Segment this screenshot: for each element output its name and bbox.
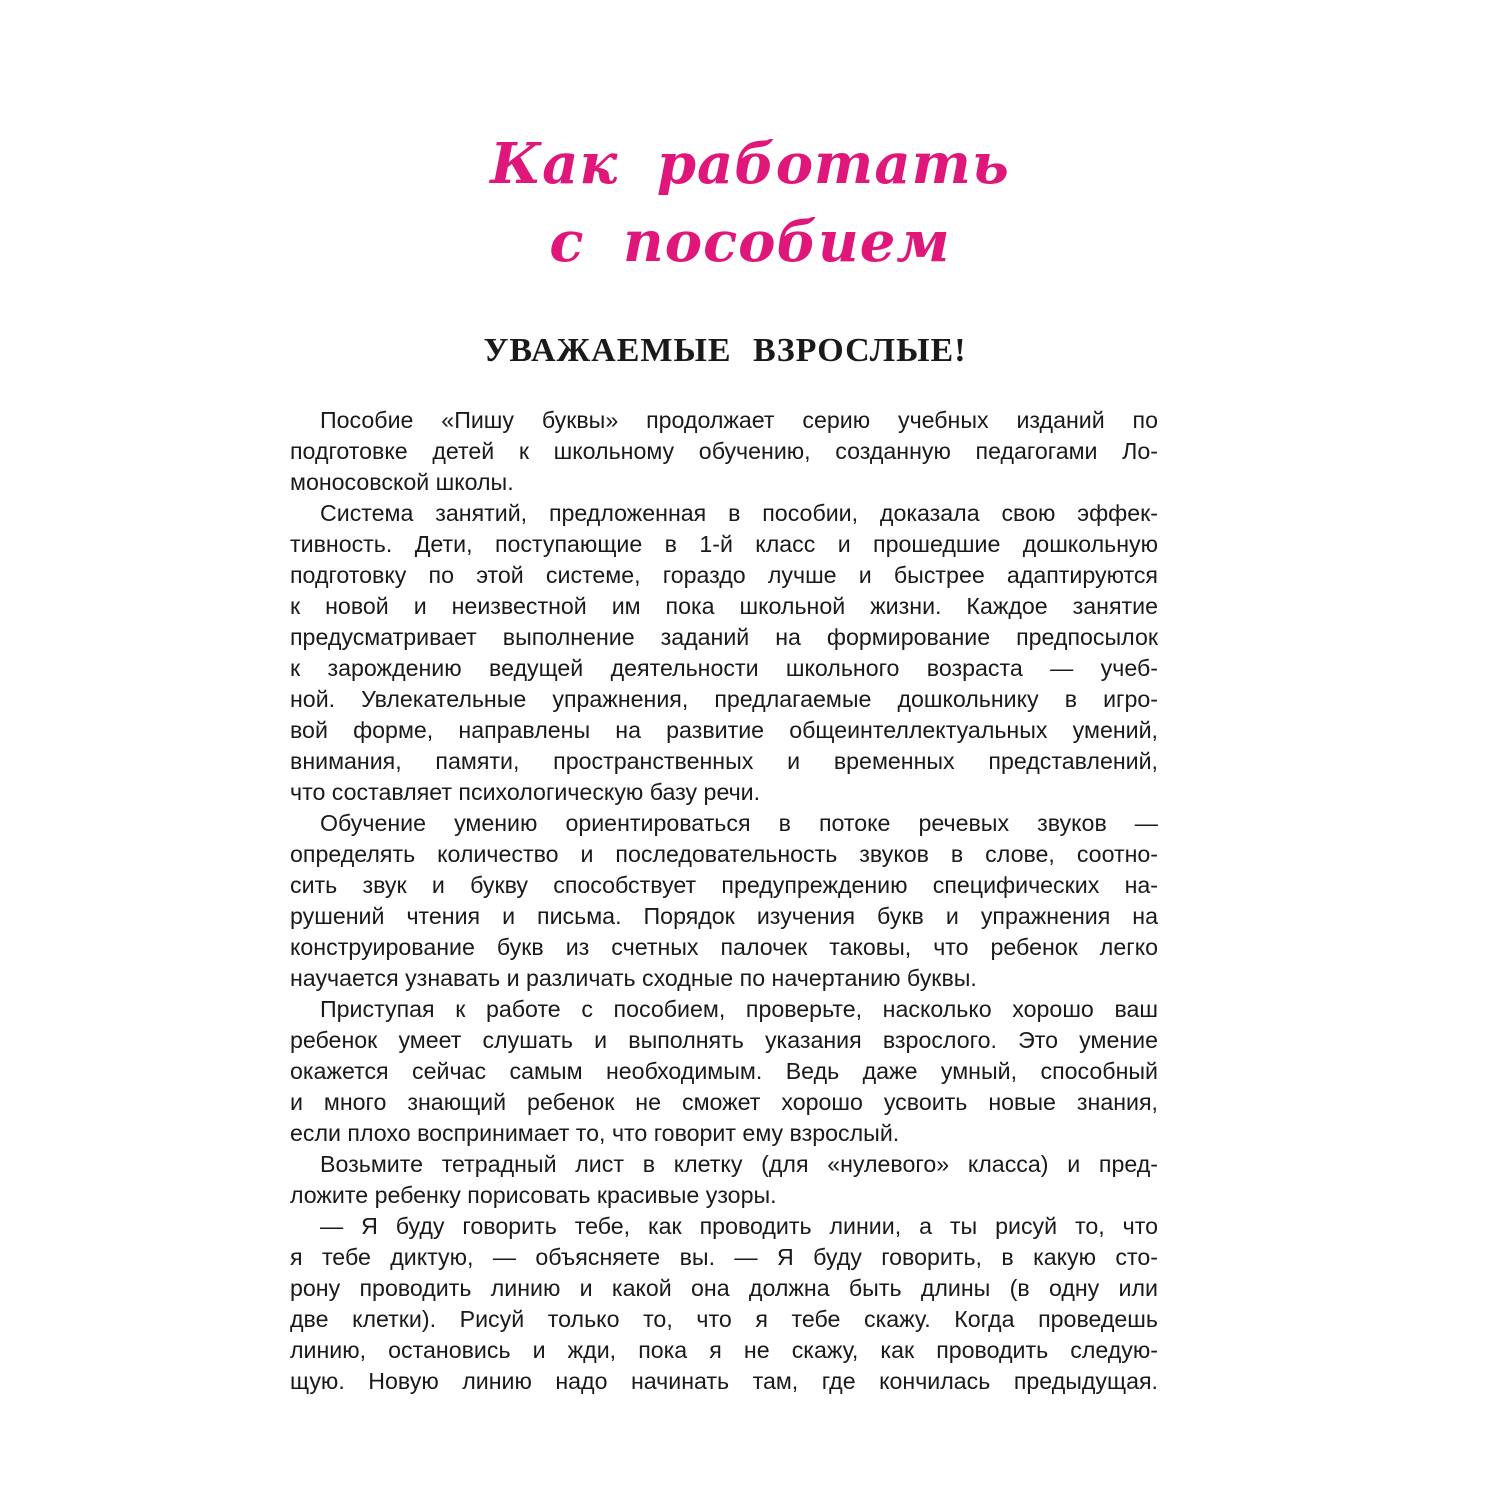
text-line: моносовской школы. <box>290 469 514 495</box>
section-heading: УВАЖАЕМЫЕ ВЗРОСЛЫЕ! <box>483 332 967 369</box>
paragraph <box>290 808 1158 994</box>
text-line: научается узнавать и различать сходные по начертанию буквы. <box>290 965 977 991</box>
paragraph <box>290 405 1158 498</box>
text-line: две клетки). Рисуй только то, что я тебе скажу. Когда проведешь <box>290 1306 1158 1332</box>
page-title-line-2: с пособием <box>549 209 951 275</box>
text-line: подготовку по этой системе, гораздо лучше и быстрее адаптируются <box>290 562 1158 588</box>
text-line: щую. Новую линию надо начинать там, где кончилась предыдущая. <box>290 1368 1158 1394</box>
text-line: рону проводить линию и какой она должна быть длины (в одну или <box>290 1275 1158 1301</box>
text-line: предусматривает выполнение заданий на формирование предпосылок <box>290 624 1158 650</box>
text-line: Пособие «Пишу буквы» продолжает серию учебных изданий по <box>320 407 1158 433</box>
text-line: Обучение умению ориентироваться в потоке речевых звуков — <box>320 810 1158 836</box>
text-line: линию, остановись и жди, пока я не скажу, как проводить следую- <box>290 1337 1158 1363</box>
paragraph <box>290 994 1158 1149</box>
text-line: ной. Увлекательные упражнения, предлагаемые дошкольнику в игро- <box>290 686 1158 712</box>
paragraph <box>290 498 1158 808</box>
paragraph <box>290 1211 1158 1397</box>
text-line: определять количество и последовательность звуков в слове, соотно- <box>290 841 1158 867</box>
text-line: подготовке детей к школьному обучению, созданную педагогами Ло- <box>290 438 1158 464</box>
text-line: ребенок умеет слушать и выполнять указания взрослого. Это умение <box>290 1027 1158 1053</box>
text-line: конструирование букв из счетных палочек таковы, что ребенок легко <box>290 934 1158 960</box>
text-line: вой форме, направлены на развитие общеинтеллектуальных умений, <box>290 717 1158 743</box>
text-line: Система занятий, предложенная в пособии, доказала свою эффек- <box>320 500 1158 526</box>
text-line: Возьмите тетрадный лист в клетку (для «нулевого» класса) и пред- <box>320 1151 1158 1177</box>
text-line: Приступая к работе с пособием, проверьте, насколько хорошо ваш <box>320 996 1158 1022</box>
page-title-line-1: Как работать <box>490 131 1010 197</box>
text-line: к зарождению ведущей деятельности школьного возраста — учеб- <box>290 655 1158 681</box>
text-line: рушений чтения и письма. Порядок изучения букв и упражнения на <box>290 903 1158 929</box>
text-line: если плохо воспринимает то, что говорит ему взрослый. <box>290 1120 900 1146</box>
text-line: ложите ребенку порисовать красивые узоры. <box>290 1182 777 1208</box>
text-line: что составляет психологическую базу речи. <box>290 779 761 805</box>
text-line: окажется сейчас самым необходимым. Ведь даже умный, способный <box>290 1058 1158 1084</box>
text-line: я тебе диктую, — объясняете вы. — Я буду говорить, в какую сто- <box>290 1244 1158 1270</box>
text-line: сить звук и букву способствует предупреждению специфических на- <box>290 872 1158 898</box>
body-text <box>290 405 1158 1397</box>
text-line: тивность. Дети, поступающие в 1-й класс и прошедшие дошкольную <box>290 531 1158 557</box>
text-line: — Я буду говорить тебе, как проводить линии, а ты рисуй то, что <box>320 1213 1158 1239</box>
paragraph <box>290 1149 1158 1211</box>
text-line: и много знающий ребенок не сможет хорошо усвоить новые знания, <box>290 1089 1158 1115</box>
text-line: к новой и неизвестной им пока школьной жизни. Каждое занятие <box>290 593 1158 619</box>
text-line: внимания, памяти, пространственных и временных представлений, <box>290 748 1158 774</box>
